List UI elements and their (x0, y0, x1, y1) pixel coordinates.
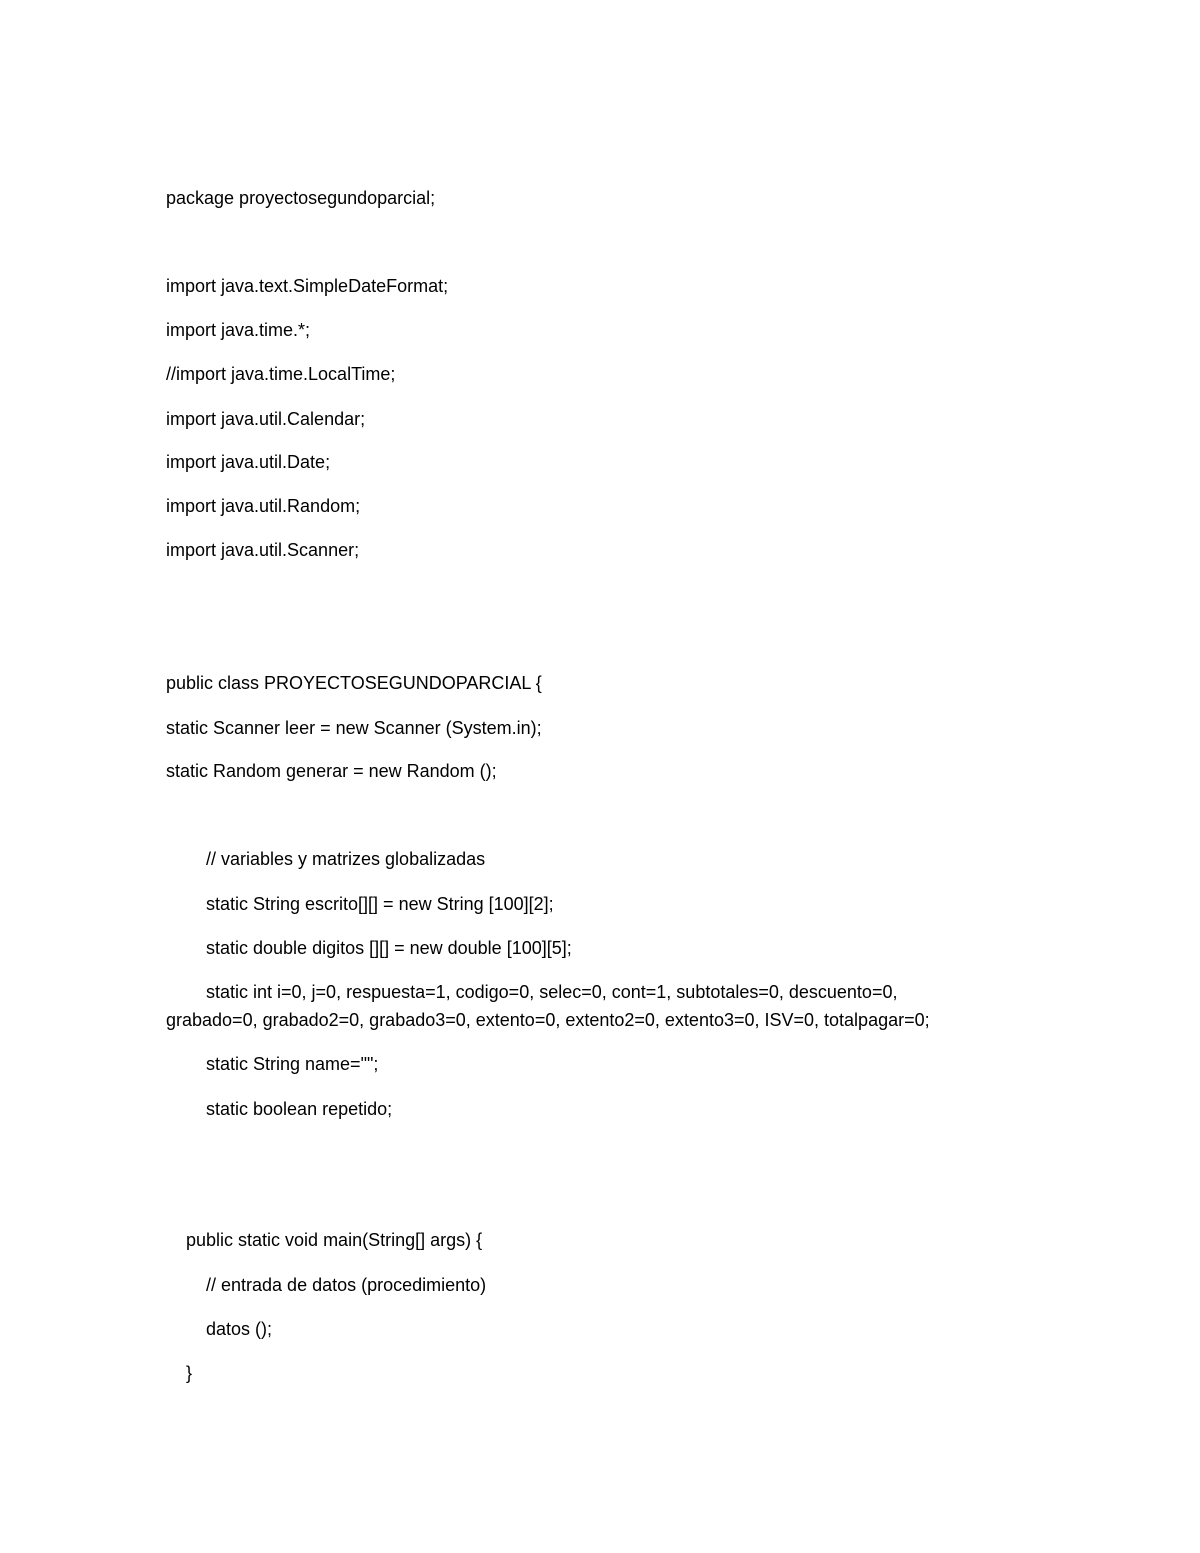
import-line: import java.time.*; (166, 320, 311, 340)
code-comment: // variables y matrizes globalizadas (206, 849, 486, 869)
import-line: import java.util.Scanner; (166, 540, 360, 560)
code-line: datos (); (206, 1319, 273, 1339)
code-line: static Random generar = new Random (); (166, 761, 497, 781)
code-line: static int i=0, j=0, respuesta=1, codigo=0, selec=0, cont=1, subtotales=0, descuento=0, (206, 982, 898, 1002)
class-declaration: public class PROYECTOSEGUNDOPARCIAL { (166, 673, 542, 693)
main-declaration: public static void main(String[] args) { (186, 1230, 483, 1250)
import-line: //import java.time.LocalTime; (166, 364, 396, 384)
package-line: package proyectosegundoparcial; (166, 188, 436, 208)
code-line: static double digitos [][] = new double [100][5]; (206, 938, 572, 958)
import-line: import java.util.Random; (166, 496, 361, 516)
import-line: import java.text.SimpleDateFormat; (166, 276, 449, 296)
code-line: static Scanner leer = new Scanner (System.in); (166, 718, 542, 738)
code-line: static String name=""; (206, 1054, 379, 1074)
code-line: static boolean repetido; (206, 1099, 393, 1119)
code-line: grabado=0, grabado2=0, grabado3=0, extento=0, extento2=0, extento3=0, ISV=0, totalpagar=0; (166, 1010, 930, 1030)
closing-brace: } (186, 1363, 193, 1383)
code-line: static String escrito[][] = new String [100][2]; (206, 894, 554, 914)
code-comment: // entrada de datos (procedimiento) (206, 1275, 487, 1295)
import-line: import java.util.Calendar; (166, 409, 366, 429)
import-line: import java.util.Date; (166, 452, 331, 472)
